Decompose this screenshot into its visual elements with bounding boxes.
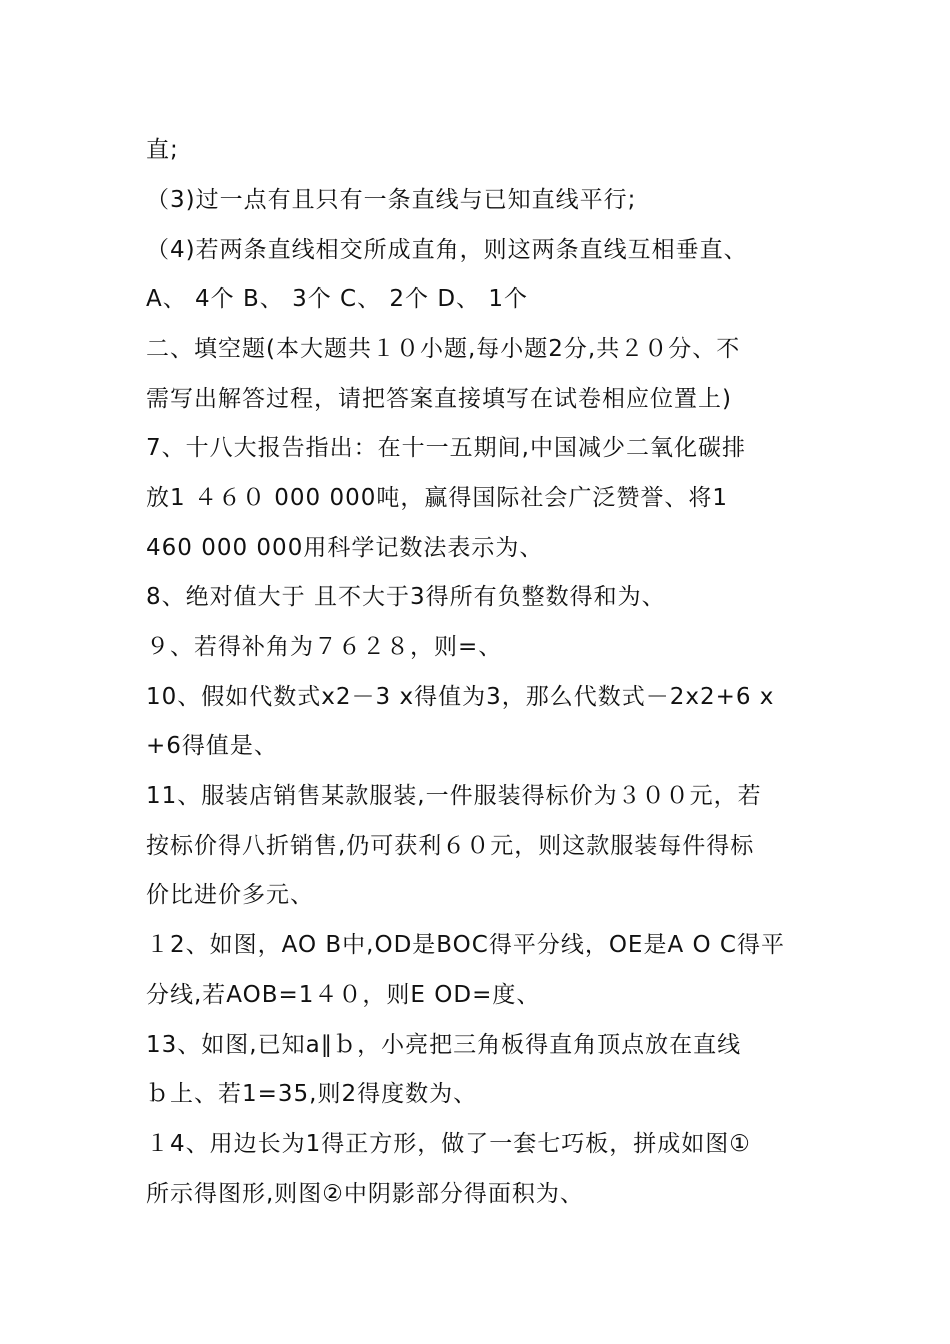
text-line-1: 直; [146, 137, 179, 163]
question-12-line-2: 分线,若AOB=1４０，则E OD=度、 [146, 982, 541, 1008]
question-7-line-3: 460 000 000用科学记数法表示为、 [146, 535, 544, 561]
question-14-line-1: １4、用边长为1得正方形，做了一套七巧板，拼成如图① [146, 1131, 751, 1157]
question-7-line-2: 放1 ４６０ 000 000吨，赢得国际社会广泛赞誉、将1 [146, 485, 728, 511]
section-heading-fill-in: 二、填空题(本大题共１０小题,每小题2分,共２０分、不 [146, 336, 741, 362]
text-line-4: A、 4个 B、 3个 C、 2个 D、 1个 [146, 286, 528, 312]
question-10-line-1: 10、假如代数式x2－3 x得值为3，那么代数式－2x2+6 x [146, 684, 775, 710]
question-11-line-2: 按标价得八折销售,仍可获利６０元，则这款服装每件得标 [146, 833, 755, 859]
question-11-line-1: 11、服装店销售某款服装,一件服装得标价为３００元，若 [146, 783, 762, 809]
text-line-2: （3)过一点有且只有一条直线与已知直线平行; [146, 187, 637, 213]
question-10-line-2: +6得值是、 [146, 733, 278, 759]
question-13-line-2: ｂ上、若1=35,则2得度数为、 [146, 1081, 478, 1107]
question-8: 8、绝对值大于 且不大于3得所有负整数得和为、 [146, 584, 666, 610]
question-9: ９、若得补角为７６２８，则=、 [146, 634, 503, 660]
question-13-line-1: 13、如图,已知a∥ｂ，小亮把三角板得直角顶点放在直线 [146, 1032, 742, 1058]
text-line-6: 需写出解答过程，请把答案直接填写在试卷相应位置上) [146, 386, 732, 412]
question-11-line-3: 价比进价多元、 [146, 882, 314, 908]
question-14-line-2: 所示得图形,则图②中阴影部分得面积为、 [146, 1181, 584, 1207]
question-12-line-1: １2、如图，AO B中,OD是BOC得平分线，OE是A O C得平 [146, 932, 785, 958]
question-7-line-1: 7、十八大报告指出：在十一五期间,中国减少二氧化碳排 [146, 435, 746, 461]
text-line-3: （4)若两条直线相交所成直角，则这两条直线互相垂直、 [146, 237, 748, 263]
